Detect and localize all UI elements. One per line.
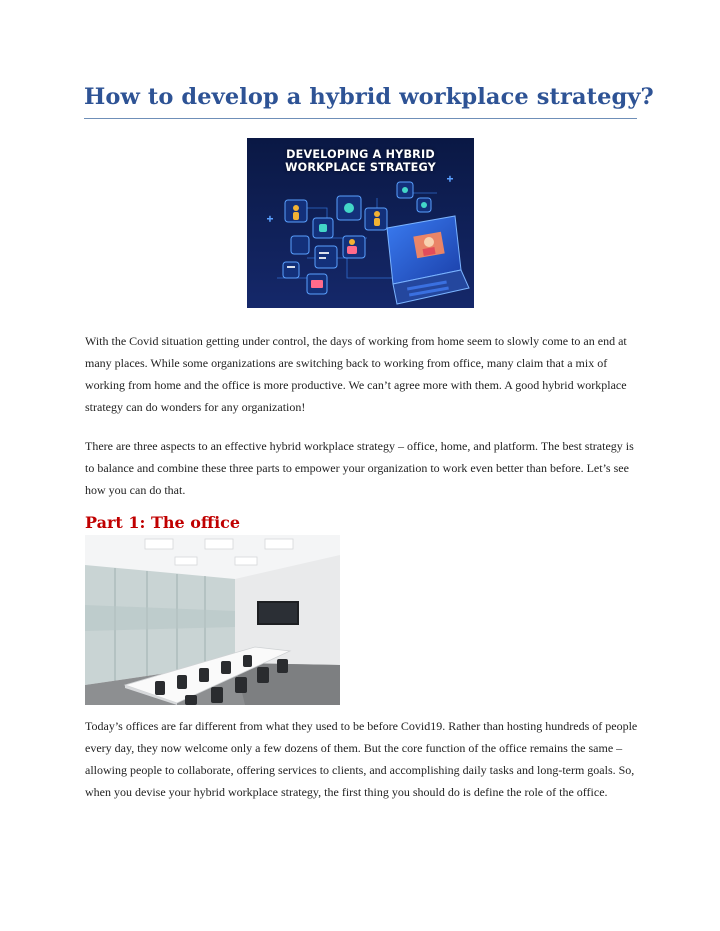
hero-heading — [247, 148, 474, 174]
office-paragraph: Today’s offices are far different from what they used to be before Covid19. Rather than hosting hundreds of people every day, they now welcome only a few dozens of them. But the core function of the office remains the same – allowing people to collaborate, offering services to clients, and accomplishing daily tasks and long-term goals. So, when you devise your hybrid workplace strategy, the first thing you should do is define the role of the office. — [85, 719, 638, 799]
office-photo — [85, 535, 340, 705]
intro-paragraph-2: There are three aspects to an effective hybrid workplace strategy – office, home, and platform. The best strategy is to balance and combine these three parts to empower your organization to work even better than before. Let’s see how you can do that. — [85, 439, 634, 497]
intro-paragraph-1: With the Covid situation getting under control, the days of working from home seem to slowly come to an end at many places. While some organizations are switching back to working from office, many claim that a mix of working from home and the office is more productive. We can’t agree more with them. A good hybrid workplace strategy can do wonders for any organization! — [85, 334, 627, 414]
hero-heading-line-2: WORKPLACE STRATEGY — [285, 161, 436, 174]
hero-heading-line-1: DEVELOPING A HYBRID — [286, 148, 435, 161]
hero-image — [247, 138, 474, 308]
office-illustration — [85, 535, 340, 705]
title-divider — [84, 118, 637, 119]
page-title: How to develop a hybrid workplace strategy? — [84, 84, 654, 110]
section-heading-office: Part 1: The office — [85, 513, 241, 532]
